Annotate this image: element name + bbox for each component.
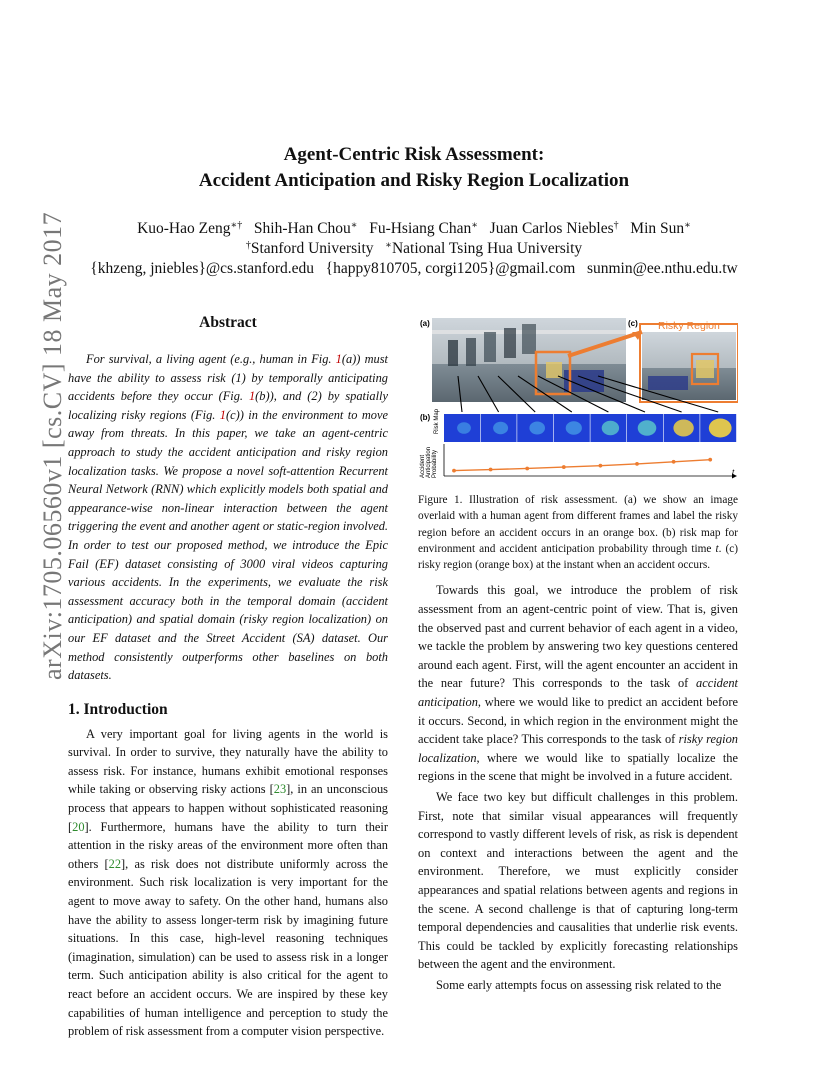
figure-ref-link[interactable]: 1	[219, 407, 226, 422]
anticipation-label-line-3: Probability	[432, 449, 438, 478]
label-a: (a)	[420, 319, 430, 328]
abstract-text-part: (c)) in the environment to move away from threats. In this paper, we take an agent-centric approach to study the accident anticipation and risky region localization tasks. We propose a novel soft-attention Recurrent Neural Network (RNN) which explicitly models both spatial and appearance-wise non-linear interaction between the agent triggering the event and another agent or static-region involved. In order to test our proposed method, we introduce the Epic Fail (EF) dataset consisting of 3000 viral videos capturing various accidents. In the experiments, we evaluate the risk assessment accuracy both in the temporal domain (accident anticipation) and spatial domain (risky region localization) on our EF dataset and the Street Accident (SA) dataset. Our method consistently outperforms other baselines on both datasets.	[68, 407, 388, 683]
intro-text-part: ], as risk does not distribute uniformly across the environment. Such risk localization is very important for the agent to move away to safety. On the other hand, humans also have the ability to assess longer-term risk by imagining future situations. In this case, high-level reasoning techniques (imagination, simulation) can be used to assess risk in a longer term. Such anticipation ability is also critical for the agent to react before an accident occurs. We are inspired by these key capabilities of human intelligence and perception to study the problem of risk assessment from a computer vision perspective.	[68, 856, 388, 1039]
risk-map-frame	[554, 414, 590, 442]
caption-text-part: Figure 1. Illustration of risk assessment. (a) we show an image overlaid with a human agent from different frames and label the risky region before an accident occurs in an orange box. (b) risk map for environment and accident anticipation probability through time	[418, 494, 738, 555]
risk-map-frame	[481, 414, 517, 442]
arxiv-id: arXiv:1705.06560v1 [cs.CV] 18 May 2017	[38, 211, 67, 680]
text-part: , where we would like to spatially localize the regions in the scene that might be involved in a future accident.	[418, 750, 738, 784]
author-mark: ∗	[350, 220, 358, 231]
intro-text-part: A very important goal for living agents in the world is survival. In order to survive, they naturally have the ability to assess risk. For instance, humans exhibit emotional responses while taking or observing risky actions [	[68, 726, 388, 797]
author-names	[0, 219, 828, 239]
arxiv-stamp	[18, 211, 67, 680]
anticipation-label-line-2: Anticipation	[426, 446, 432, 478]
anticipation-label-line-1: Accident	[420, 454, 426, 478]
risk-map-frame	[627, 414, 663, 442]
probability-point	[562, 465, 566, 469]
abstract-text-part: For survival, a living agent (e.g., human in Fig.	[86, 352, 336, 366]
citation-link[interactable]: 22	[108, 856, 122, 871]
figure-1-caption	[418, 492, 738, 573]
caption-text-part: . (c) risky region (orange box) at the instant when an accident occurs.	[418, 542, 738, 572]
risk-map-frame	[700, 414, 736, 442]
figure-ref-link[interactable]: 1	[335, 352, 342, 366]
anticipation-probability-line	[452, 458, 712, 473]
abstract-heading: Abstract	[199, 314, 257, 331]
affil-mark: †	[245, 240, 251, 251]
caption-time-symbol: t	[715, 542, 719, 555]
affiliations	[0, 239, 828, 259]
citation-link[interactable]: 20	[72, 819, 85, 834]
author-mark: ∗†	[230, 220, 243, 231]
figure-1	[418, 310, 738, 482]
author-name: Fu-Hsiang Chan	[369, 220, 472, 237]
label-b: (b)	[420, 413, 431, 422]
affil-mark: ∗	[385, 240, 392, 251]
paragraph-goal	[418, 581, 738, 786]
affiliation-stanford: Stanford University	[250, 240, 374, 257]
term-accident-anticipation: accident anticipation	[418, 676, 738, 710]
panel-a	[432, 318, 626, 402]
probability-point	[525, 467, 529, 471]
intro-text-part: ], in an unconscious process that appears to happen without sophisticated reasoning [	[68, 782, 389, 834]
probability-point	[489, 468, 493, 472]
author-name: Kuo-Hao Zeng	[137, 220, 231, 237]
author-mark: ∗	[471, 220, 479, 231]
abstract-body	[68, 350, 388, 685]
author-emails: {khzeng, jniebles}@cs.stanford.edu {happy810705, corgi1205}@gmail.com sunmin@ee.nthu.edu.tw	[90, 260, 738, 277]
intro-heading: 1. Introduction	[68, 700, 168, 718]
author-name: Shih-Han Chou	[253, 220, 351, 237]
intro-paragraph	[68, 725, 388, 1041]
risk-map-frame	[517, 414, 553, 442]
title-line-2: Accident Anticipation and Risky Region Localization	[198, 170, 630, 191]
abstract-text-part: (b)), and (2) by spatially localizing risky regions (Fig.	[68, 389, 389, 422]
citation-link[interactable]: 23	[273, 782, 287, 797]
risk-map-frame	[664, 414, 700, 442]
figure-ref-link[interactable]: 1	[248, 389, 256, 404]
label-c: (c)	[628, 319, 638, 328]
risk-map-frame	[444, 414, 480, 442]
author-mark: ∗	[684, 220, 691, 231]
author-name: Juan Carlos Niebles	[489, 220, 614, 237]
risky-region-label: Risky Region	[658, 320, 720, 332]
risk-map-frame	[590, 414, 626, 442]
paper-title	[0, 142, 828, 194]
probability-point	[599, 464, 603, 468]
right-paragraphs	[418, 581, 738, 994]
term-risky-region-localization: risky region localization	[418, 732, 738, 765]
author-block	[0, 219, 828, 279]
anticipation-axis-label	[420, 447, 438, 478]
right-column	[418, 310, 738, 995]
paragraph-challenges: We face two key but difficult challenges in this problem. First, note that similar visual appearances will frequently correspond to vastly different levels of risk, as risk is dependent on context and interactions between the agent and the environment. Therefore, we must explicitly consider appearances and spatial relations between agents and regions in the scene. A second challenge is that of capturing long-term temporal dependencies and causalities that underlie risk events. This could be tackled by explicitly forecasting relationships between the agent and the environment.	[418, 790, 738, 972]
risk-map-row	[444, 414, 736, 442]
figure-1-graphic	[418, 310, 738, 482]
left-column	[68, 310, 388, 1041]
probability-point	[708, 458, 712, 462]
affiliation-nthu: National Tsing Hua University	[391, 240, 583, 257]
probability-point	[672, 460, 676, 464]
title-line-1: Agent-Centric Risk Assessment:	[283, 144, 545, 165]
intro-text-part: ]. Furthermore, humans have the ability to turn their attention in the risky areas of the environment more often than others [	[68, 819, 388, 871]
risk-map-label: Risk Map	[434, 408, 440, 434]
author-name: Min Sun	[630, 220, 685, 237]
probability-point	[452, 469, 456, 473]
text-part: , where we would like to predict an accident before it occurs. Second, in which region in the environment might the accident take place? This corresponds to the task of	[418, 695, 738, 747]
probability-point	[635, 462, 639, 466]
author-mark: †	[613, 220, 619, 231]
paragraph-early-attempts: Some early attempts focus on assessing risk related to the	[436, 977, 722, 992]
abstract-text-part: (a)) must have the ability to assess risk (1) by temporally anticipating accidents before they occur (Fig.	[68, 352, 388, 404]
text-part: Towards this goal, we introduce the problem of risk assessment from an agent-centric point of view. That is, given the observed past and current behavior of each agent in a video, we tackle the problem by answering two key questions centered around each agent. First, will the agent encounter an accident in the near future? This corresponds to the task of	[418, 583, 738, 691]
time-axis-label: t	[732, 468, 735, 477]
